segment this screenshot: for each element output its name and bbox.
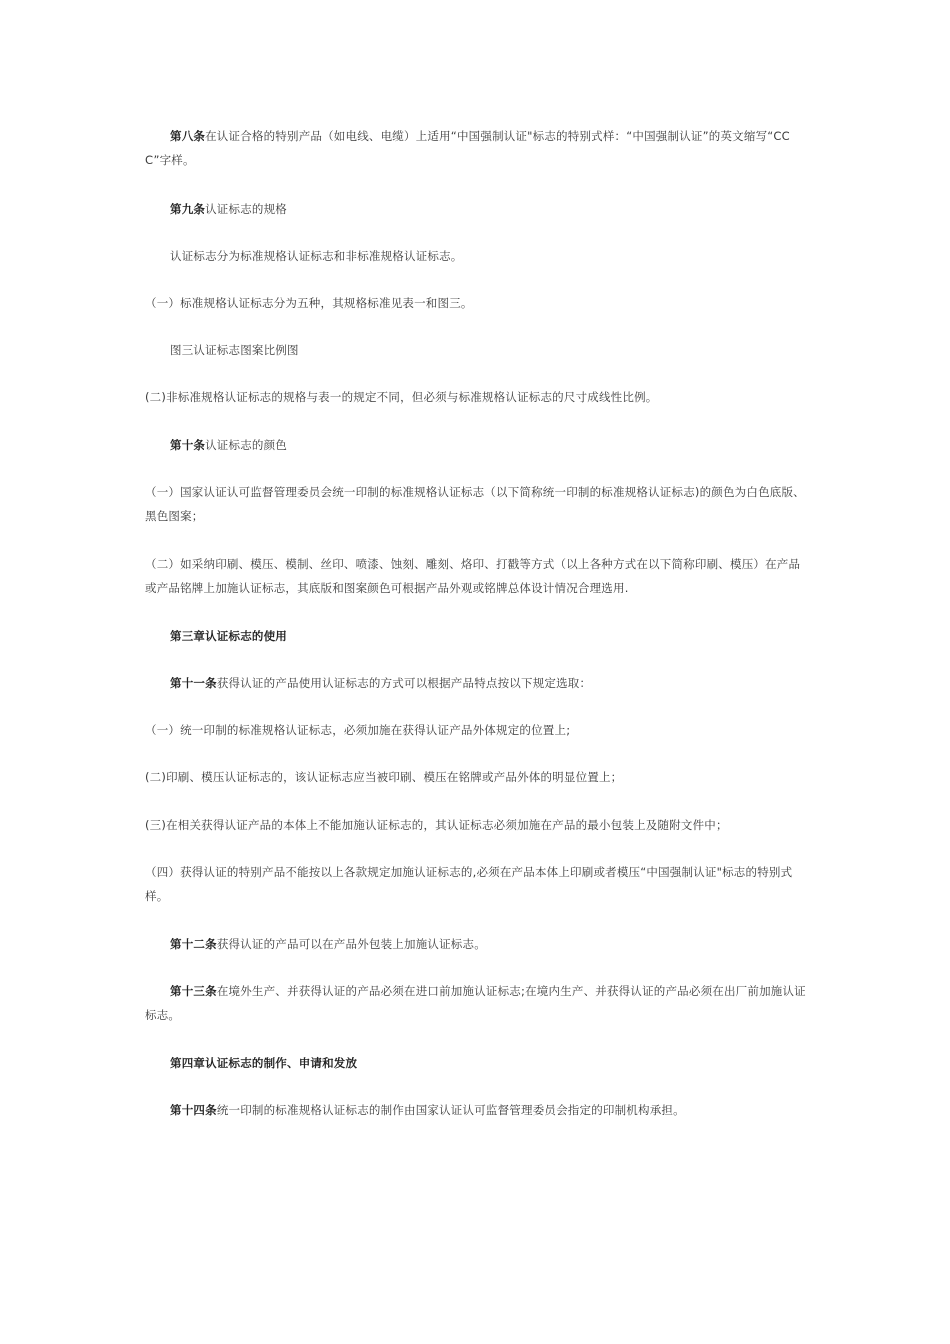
article-8-heading: 第八条 xyxy=(170,129,206,143)
standard-spec-paragraph xyxy=(145,291,810,315)
paragraph-text: （二）如采纳印刷、模压、模制、丝印、喷漆、蚀刻、雕刻、烙印、打戳等方式（以上各种方式在以下简称印刷、模压）在产品或产品铭牌上加施认证标志，其底版和图案颜色可根据产品外观或铭牌总体设计情况合理选用. xyxy=(145,557,801,595)
usage-item-2-paragraph xyxy=(145,765,810,789)
article-10-heading: 第十条 xyxy=(170,438,206,452)
chapter-title: 第三章认证标志的使用 xyxy=(170,629,287,643)
article-14-heading: 第十四条 xyxy=(170,1103,217,1117)
article-14-text: 统一印制的标准规格认证标志的制作由国家认证认可监督管理委员会指定的印制机构承担。 xyxy=(216,1103,685,1117)
article-8-text: 在认证合格的特别产品（如电线、电缆）上适用“中国强制认证"标志的特别式样：“中国强制认证”的英文缩写“CCC”字样。 xyxy=(145,129,790,167)
paragraph-text: (三)在相关获得认证产品的本体上不能加施认证标志的，其认证标志必须加施在产品的最小包装上及随附文件中； xyxy=(145,818,728,832)
nonstandard-spec-paragraph xyxy=(145,385,810,409)
usage-item-3-paragraph xyxy=(145,813,810,837)
article-14-paragraph xyxy=(145,1098,810,1122)
article-13-text: 在境外生产、并获得认证的产品必须在进口前加施认证标志;在境内生产、并获得认证的产品必须在出厂前加施认证标志。 xyxy=(145,984,806,1022)
paragraph-text: 认证标志分为标准规格认证标志和非标准规格认证标志。 xyxy=(170,249,463,263)
article-12-text: 获得认证的产品可以在产品外包装上加施认证标志。 xyxy=(216,937,486,951)
figure-caption xyxy=(145,338,810,362)
mark-types-paragraph xyxy=(145,244,810,268)
article-11-paragraph xyxy=(145,671,810,695)
paragraph-text: (二)非标准规格认证标志的规格与表一的规定不同，但必须与标准规格认证标志的尺寸成线性比例。 xyxy=(145,390,658,404)
color-item-2-paragraph xyxy=(145,552,810,600)
article-13-heading: 第十三条 xyxy=(170,984,217,998)
article-10-paragraph xyxy=(145,433,810,457)
article-12-paragraph xyxy=(145,932,810,956)
paragraph-text: (二)印刷、模压认证标志的，该认证标志应当被印刷、模压在铭牌或产品外体的明显位置上； xyxy=(145,770,623,784)
paragraph-text: （一）标准规格认证标志分为五种，其规格标准见表一和图三。 xyxy=(145,296,473,310)
article-9-text: 认证标志的规格 xyxy=(205,202,288,216)
paragraph-text: 图三认证标志图案比例图 xyxy=(170,343,299,357)
article-12-heading: 第十二条 xyxy=(170,937,217,951)
chapter-3-heading xyxy=(145,624,810,648)
article-9-paragraph xyxy=(145,197,810,221)
usage-item-1-paragraph xyxy=(145,718,810,742)
paragraph-text: （一）国家认证认可监督管理委员会统一印制的标准规格认证标志（以下简称统一印制的标准规格认证标志)的颜色为白色底版、黑色图案； xyxy=(145,485,805,523)
paragraph-text: （四）获得认证的特别产品不能按以上各款规定加施认证标志的,必须在产品本体上印刷或者模压“中国强制认证"标志的特别式样。 xyxy=(145,865,793,903)
article-10-text: 认证标志的颜色 xyxy=(205,438,288,452)
article-11-text: 获得认证的产品使用认证标志的方式可以根据产品特点按以下规定选取： xyxy=(216,676,592,690)
color-item-1-paragraph xyxy=(145,480,810,528)
paragraph-text: （一）统一印制的标准规格认证标志，必须加施在获得认证产品外体规定的位置上; xyxy=(145,723,571,737)
article-8-paragraph xyxy=(145,124,810,172)
usage-item-4-paragraph xyxy=(145,860,810,908)
article-9-heading: 第九条 xyxy=(170,202,206,216)
chapter-4-heading xyxy=(145,1051,810,1075)
chapter-title: 第四章认证标志的制作、申请和发放 xyxy=(170,1056,358,1070)
article-13-paragraph xyxy=(145,979,810,1027)
article-11-heading: 第十一条 xyxy=(170,676,217,690)
